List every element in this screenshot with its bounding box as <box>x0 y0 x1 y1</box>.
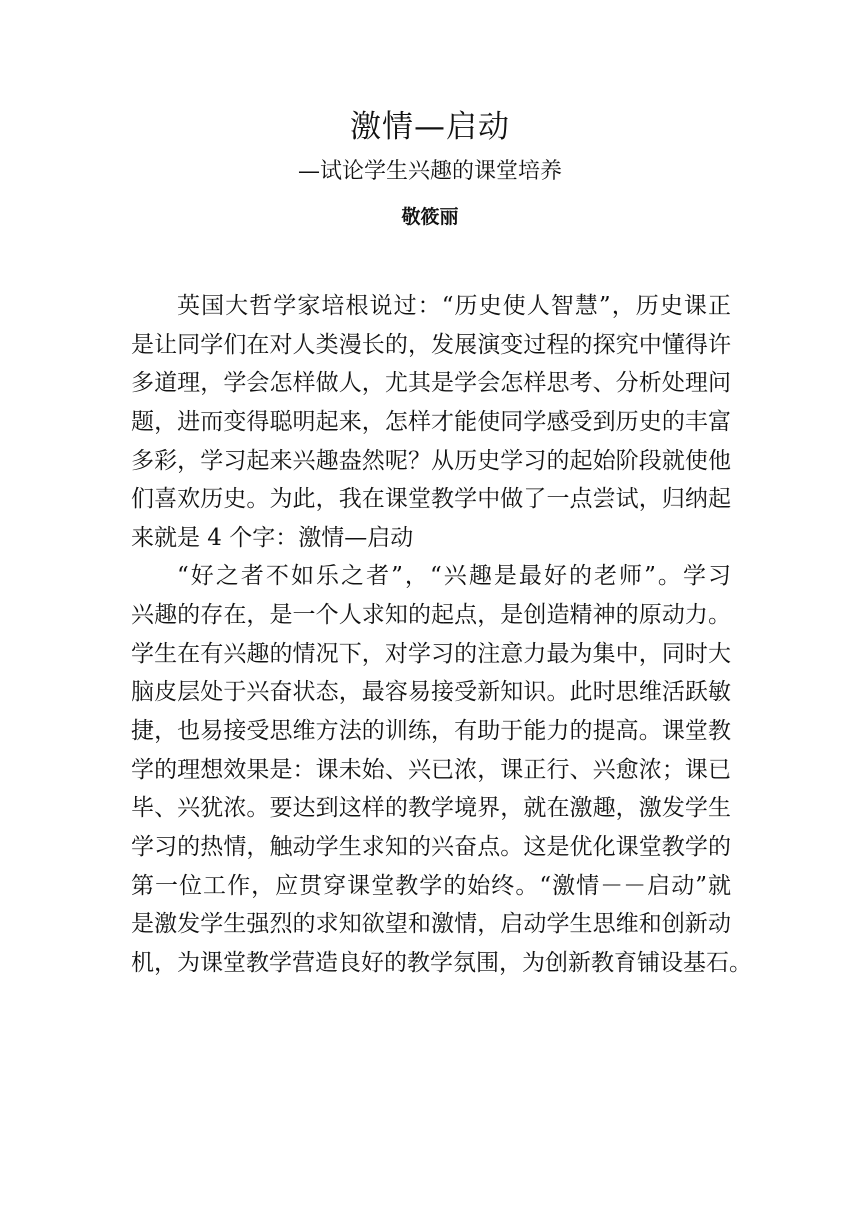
paragraph-line: “好之者不如乐之者”，“兴趣是最好的老师”。学习 <box>177 563 731 590</box>
paragraph-line: 是让同学们在对人类漫长的，发展演变过程的探究中懂得许 <box>131 331 731 358</box>
paragraph-line: 来就是 4 个字：激情—启动 <box>131 524 414 551</box>
paragraph-line: 学生在有兴趣的情况下，对学习的注意力最为集中，同时大 <box>131 640 731 667</box>
paragraph-line: 捷，也易接受思维方法的训练，有助于能力的提高。课堂教 <box>131 718 731 745</box>
paragraph-line: 英国大哲学家培根说过：“历史使人智慧”，历史课正 <box>177 293 731 319</box>
document-subtitle: —试论学生兴趣的课堂培养 <box>297 159 562 184</box>
paragraph-1 <box>131 287 731 557</box>
paragraph-line: 脑皮层处于兴奋状态，最容易接受新知识。此时思维活跃敏 <box>131 679 731 706</box>
document-body <box>131 287 752 983</box>
paragraph-2 <box>131 557 752 982</box>
document-author: 敬筱丽 <box>401 206 459 228</box>
paragraph-line: 学的理想效果是：课未始、兴已浓，课正行、兴愈浓；课已 <box>131 756 731 783</box>
paragraph-line: 机，为课堂教学营造良好的教学氛围，为创新教育铺设基石。 <box>131 949 752 976</box>
paragraph-line: 毕、兴犹浓。要达到这样的教学境界，就在激趣，激发学生 <box>131 795 731 822</box>
document-title: 激情—启动 <box>350 109 510 145</box>
paragraph-line: 多彩，学习起来兴趣盎然呢？从历史学习的起始阶段就使他 <box>131 447 731 474</box>
paragraph-line: 兴趣的存在，是一个人求知的起点，是创造精神的原动力。 <box>131 602 731 629</box>
paragraph-line: 题，进而变得聪明起来，怎样才能使同学感受到历史的丰富 <box>131 408 731 435</box>
paragraph-line: 多道理，学会怎样做人，尤其是学会怎样思考、分析处理问 <box>131 370 731 397</box>
paragraph-line: 第一位工作，应贯穿课堂教学的始终。“激情－－启动”就 <box>131 872 731 899</box>
paragraph-line: 是激发学生强烈的求知欲望和激情，启动学生思维和创新动 <box>131 911 731 938</box>
paragraph-line: 学习的热情，触动学生求知的兴奋点。这是优化课堂教学的 <box>131 833 731 860</box>
paragraph-line: 们喜欢历史。为此，我在课堂教学中做了一点尝试，归纳起 <box>131 486 731 513</box>
